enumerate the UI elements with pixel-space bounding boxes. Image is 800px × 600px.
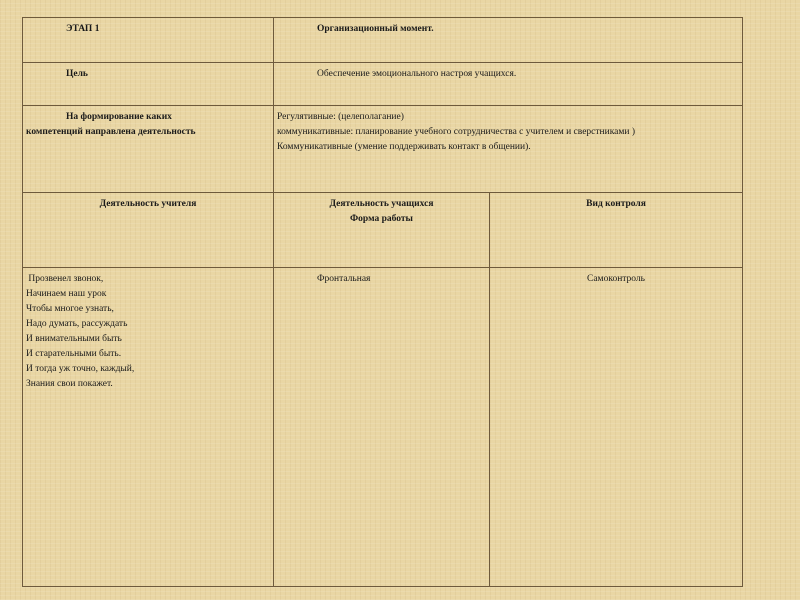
control-type-header: Вид контроля <box>586 199 646 209</box>
control-type-value: Самоконтроль <box>587 274 645 284</box>
poem-line: И тогда уж точно, каждый, <box>26 364 135 374</box>
poem-line: И старательными быть. <box>26 349 122 359</box>
control-type-cell <box>490 268 743 587</box>
competencies-label-cell <box>23 106 274 193</box>
poem-line: Прозвенел звонок, <box>26 274 104 284</box>
poem-line: Чтобы многое узнать, <box>26 304 114 314</box>
competency-line: Регулятивные: (целеполагание) <box>277 112 404 122</box>
lesson-stage-table <box>22 17 743 587</box>
goal-row <box>23 63 743 106</box>
competencies-value-cell <box>274 106 743 193</box>
stage-label: ЭТАП 1 <box>66 24 100 34</box>
work-form-value: Фронтальная <box>317 274 371 284</box>
work-form-cell <box>274 268 490 587</box>
poem-line: И внимательными быть <box>26 334 122 344</box>
stage-value-cell <box>274 18 743 63</box>
goal-value-cell <box>274 63 743 106</box>
students-activity-header: Деятельность учащихся <box>329 199 434 209</box>
competencies-label-line1: На формирование каких <box>66 112 172 122</box>
students-header-cell <box>274 193 490 268</box>
competencies-row <box>23 106 743 193</box>
poem-line: Начинаем наш урок <box>26 289 107 299</box>
poem-line: Знания свои покажет. <box>26 379 113 389</box>
stage-row <box>23 18 743 63</box>
competency-line: коммуникативные: планирование учебного сотрудничества с учителем и сверстниками ) <box>277 127 636 137</box>
header-row <box>23 193 743 268</box>
stage-label-cell <box>23 18 274 63</box>
competency-line: Коммуникативные (умение поддерживать контакт в общении). <box>277 142 531 152</box>
work-form-header: Форма работы <box>350 214 413 224</box>
control-header-cell <box>490 193 743 268</box>
poem-line: Надо думать, рассуждать <box>26 319 128 329</box>
teacher-header-cell <box>23 193 274 268</box>
teacher-activity-header: Деятельность учителя <box>99 199 197 209</box>
competencies-label-line2: компетенций направлена деятельность <box>26 127 196 137</box>
stage-value: Организационный момент. <box>317 24 434 34</box>
content-row <box>23 268 743 587</box>
goal-label-cell <box>23 63 274 106</box>
goal-value: Обеспечение эмоционального настроя учащихся. <box>317 69 517 79</box>
teacher-content-cell <box>23 268 274 587</box>
goal-label: Цель <box>66 69 88 79</box>
